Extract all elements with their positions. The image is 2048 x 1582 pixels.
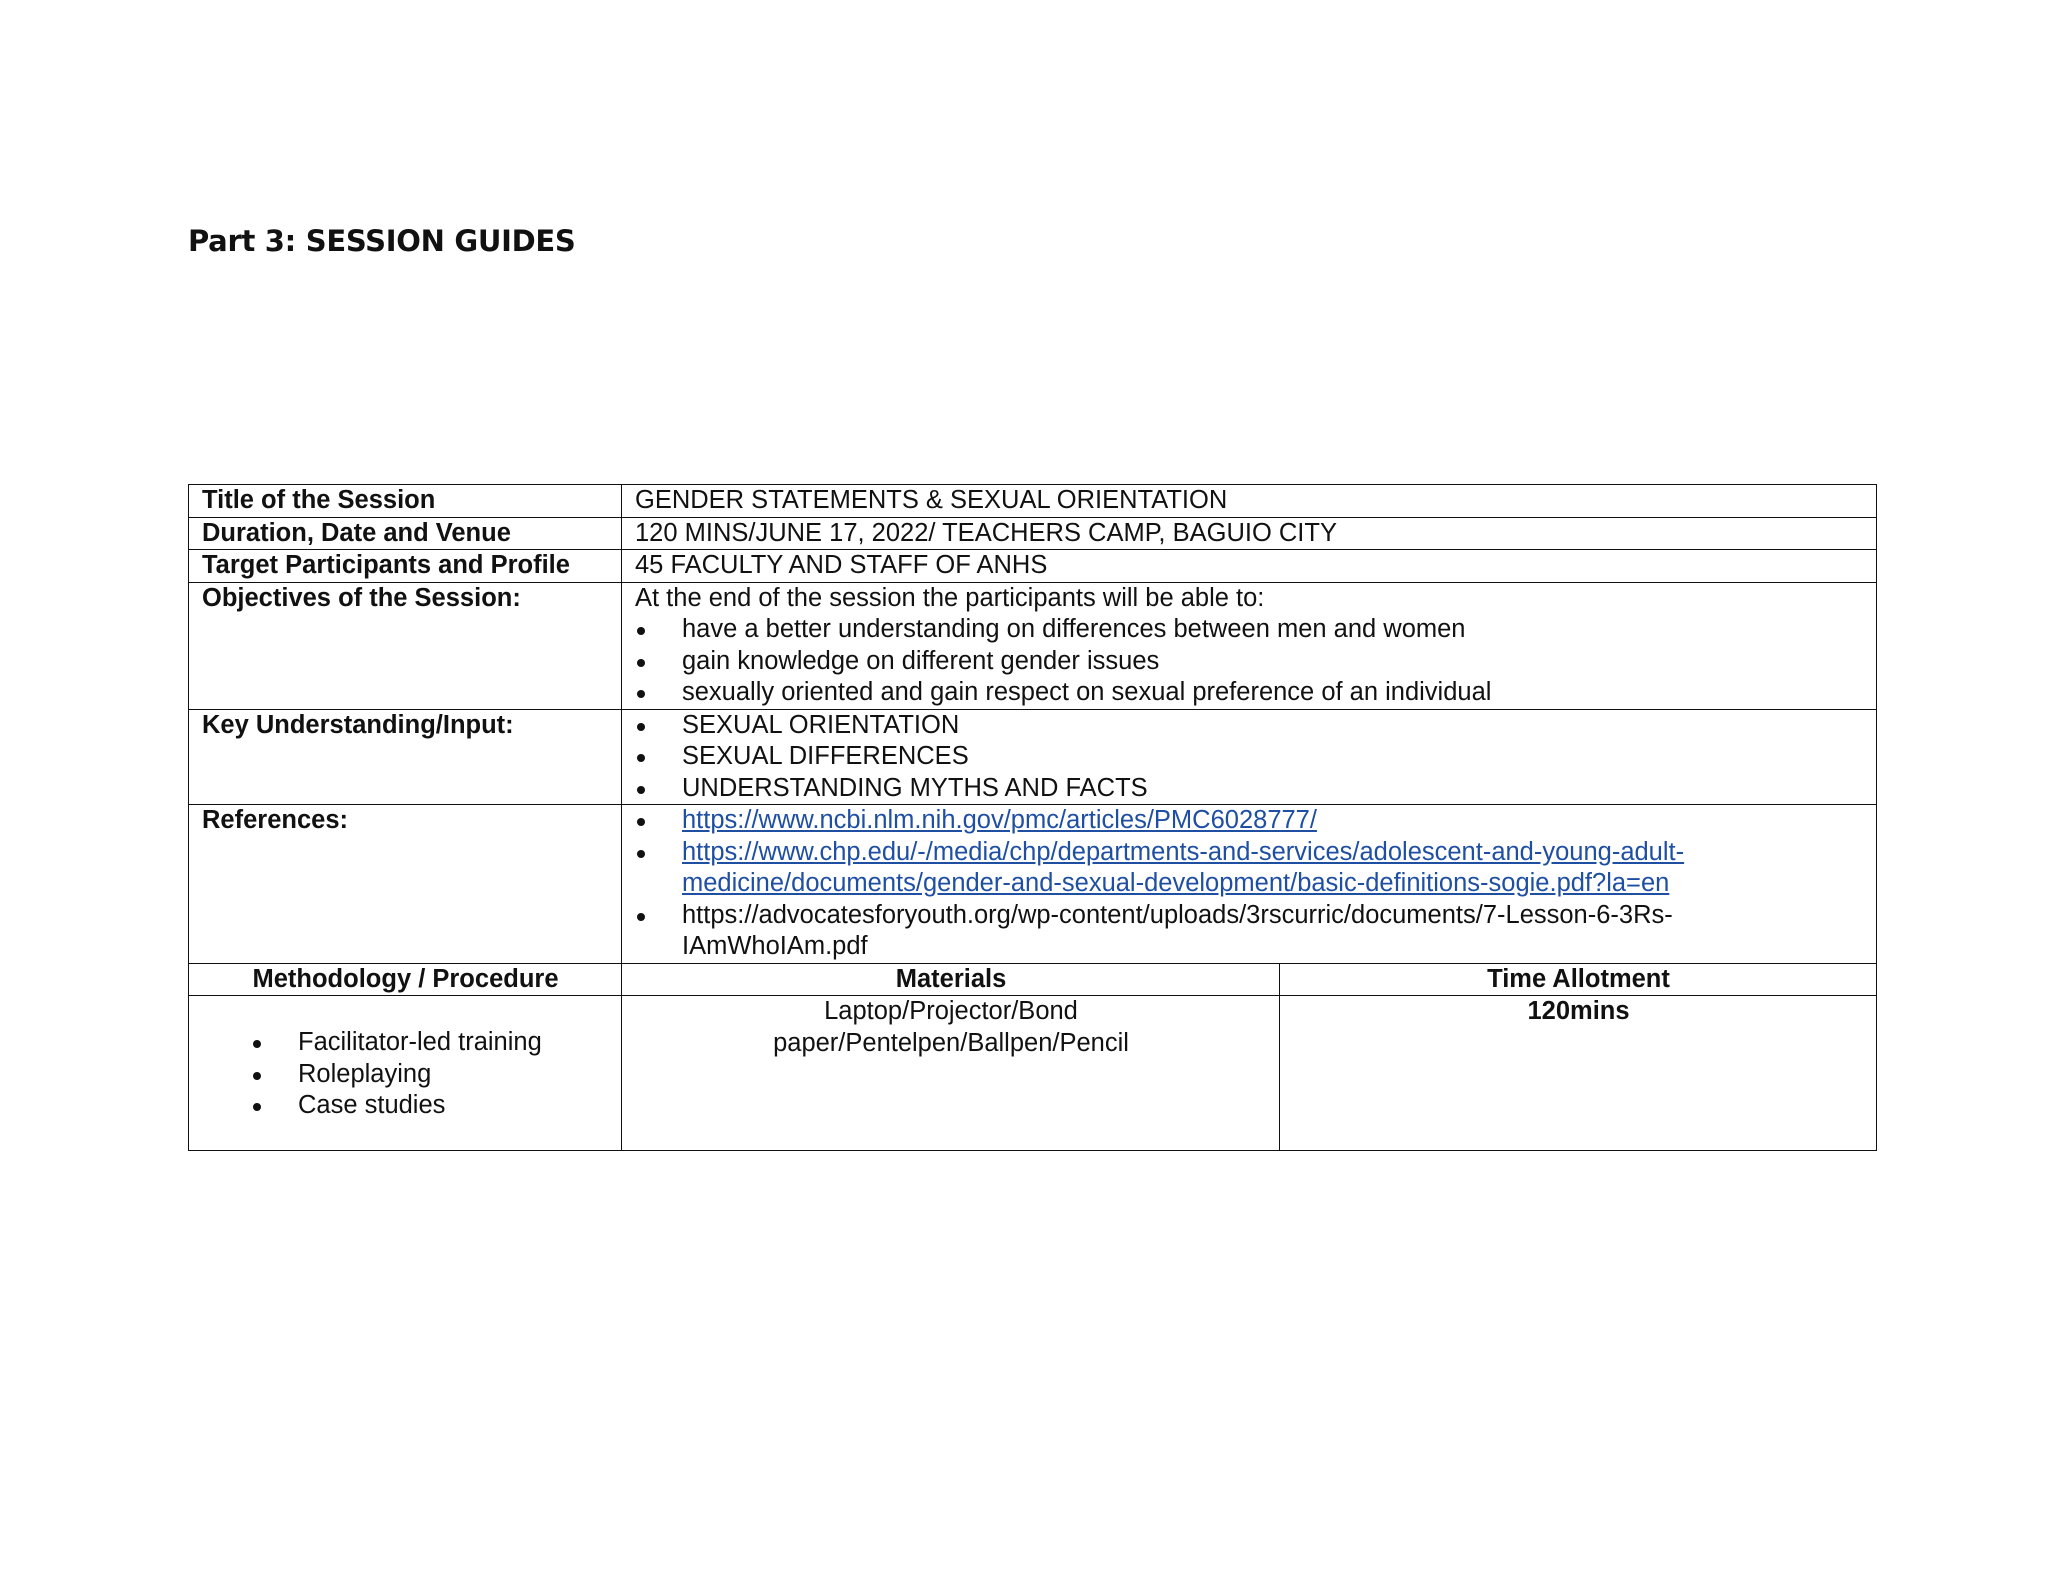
list-item: SEXUAL DIFFERENCES <box>635 741 1864 773</box>
list-item: UNDERSTANDING MYTHS AND FACTS <box>635 773 1864 805</box>
reference-link-chp-line-2: medicine/documents/gender-and-sexual-development/basic-definitions-sogie.pdf?la=en <box>682 869 1670 897</box>
time-allotment-header: Time Allotment <box>1280 963 1877 996</box>
objectives-row <box>189 582 1877 709</box>
time-allotment-value: 120mins <box>1280 996 1877 1151</box>
list-item: gain knowledge on different gender issues <box>635 646 1864 678</box>
duration-row <box>189 517 1877 550</box>
list-item: sexually oriented and gain respect on sexual preference of an individual <box>635 677 1864 709</box>
title-label: Title of the Session <box>189 485 622 518</box>
participants-label: Target Participants and Profile <box>189 550 622 583</box>
session-guide-table <box>188 484 1877 1151</box>
list-item: Roleplaying <box>202 1059 609 1091</box>
list-item <box>635 837 1864 900</box>
reference-link-ncbi[interactable]: https://www.ncbi.nlm.nih.gov/pmc/articles/PMC6028777/ <box>682 806 1317 834</box>
materials-header: Materials <box>622 963 1280 996</box>
reference-text-advocates-line-2: IAmWhoIAm.pdf <box>682 932 868 960</box>
list-item <box>635 900 1864 963</box>
objectives-label: Objectives of the Session: <box>189 582 622 709</box>
methodology-list <box>202 1027 609 1122</box>
reference-text-advocates <box>682 901 1673 961</box>
duration-value: 120 MINS/JUNE 17, 2022/ TEACHERS CAMP, BAGUIO CITY <box>622 517 1877 550</box>
objectives-list <box>635 614 1864 709</box>
objectives-cell <box>622 582 1877 709</box>
references-cell <box>622 805 1877 964</box>
duration-label: Duration, Date and Venue <box>189 517 622 550</box>
procedure-header-row <box>189 963 1877 996</box>
list-item: have a better understanding on differences between men and women <box>635 614 1864 646</box>
list-item: SEXUAL ORIENTATION <box>635 710 1864 742</box>
reference-text-advocates-line-1: https://advocatesforyouth.org/wp-content/uploads/3rscurric/documents/7-Lesson-6-3Rs- <box>682 900 1673 929</box>
methodology-header: Methodology / Procedure <box>189 963 622 996</box>
participants-value: 45 FACULTY AND STAFF OF ANHS <box>622 550 1877 583</box>
methodology-cell <box>189 996 622 1151</box>
key-understanding-row <box>189 709 1877 805</box>
list-item <box>635 805 1864 837</box>
references-list <box>635 805 1864 963</box>
title-row <box>189 485 1877 518</box>
title-value: GENDER STATEMENTS & SEXUAL ORIENTATION <box>622 485 1877 518</box>
materials-value: Laptop/Projector/Bond paper/Pentelpen/Ballpen/Pencil <box>773 997 1129 1057</box>
materials-cell <box>622 996 1280 1151</box>
key-understanding-cell <box>622 709 1877 805</box>
references-label: References: <box>189 805 622 964</box>
reference-link-chp[interactable] <box>682 838 1684 898</box>
list-item: Facilitator-led training <box>202 1027 609 1059</box>
key-understanding-list <box>635 710 1864 805</box>
participants-row <box>189 550 1877 583</box>
references-row <box>189 805 1877 964</box>
key-understanding-label: Key Understanding/Input: <box>189 709 622 805</box>
procedure-row <box>189 996 1877 1151</box>
objectives-intro: At the end of the session the participants will be able to: <box>635 583 1265 612</box>
reference-link-chp-line-1: https://www.chp.edu/-/media/chp/departments-and-services/adolescent-and-young-adult- <box>682 837 1685 866</box>
page-title: Part 3: SESSION GUIDES <box>188 224 576 258</box>
list-item: Case studies <box>202 1090 609 1122</box>
